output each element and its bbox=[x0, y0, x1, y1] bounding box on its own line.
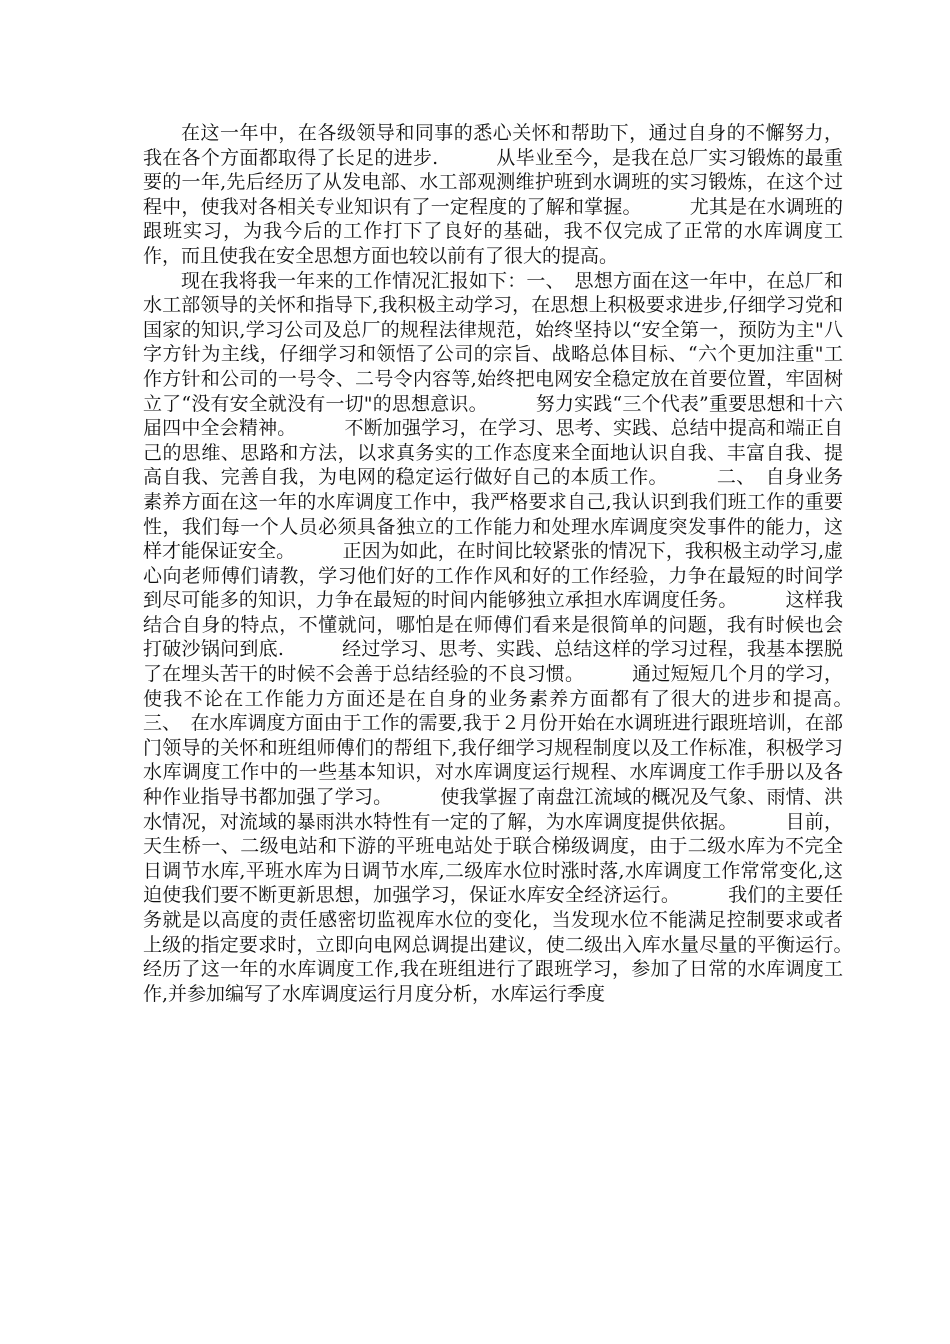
document-body bbox=[143, 121, 901, 1006]
paragraph-intro: 在这一年中，在各级领导和同事的悉心关怀和帮助下，通过自身的不懈努力，我在各个方面都取得了长足的进步. 从毕业至今，是我在总厂实习锻炼的最重要的一年,先后经历了从发电部、水工部观测维护班到水调班的实习锻炼，在这个过程中，使我对各相关专业知识有了一定程度的了解和掌握。 尤其是在水调班的跟班实习，为我今后的工作打下了良好的基础，我不仅完成了正常的水库调度工作，而且使我在安全思想方面也较以前有了很大的提高。 bbox=[143, 122, 843, 267]
paragraph-report: 现在我将我一年来的工作情况汇报如下：一、 思想方面在这一年中，在总厂和水工部领导的关怀和指导下,我积极主动学习，在思想上积极要求进步,仔细学习党和国家的知识,学习公司及总厂的规程法律规范，始终坚持以“安全第一，预防为主"八字方针为主线，仔细学习和领悟了公司的宗旨、战略总体目标、“六个更加注重"工作方针和公司的一号令、二号令内容等,始终把电网安全稳定放在首要位置，牢固树立了“没有安全就没有一切"的思想意识。 努力实践“三个代表”重要思想和十六届四中全会精神。 不断加强学习，在学习、思考、实践、总结中提高和端正自己的思维、思路和方法，以求真务实的工作态度来全面地认识自我、丰富自我、提高自我、完善自我，为电网的稳定运行做好自己的本质工作。 二、 自身业务素养方面在这一年的水库调度工作中，我严格要求自己,我认识到我们班工作的重要性，我们每一个人员必须具备独立的工作能力和处理水库调度突发事件的能力，这样才能保证安全。 正因为如此，在时间比较紧张的情况下，我积极主动学习,虚心向老师傅们请教，学习他们好的工作作风和好的工作经验，力争在最短的时间学到尽可能多的知识，力争在最短的时间内能够独立承担水库调度任务。 这样我结合自身的特点，不懂就问，哪怕是在师傅们看来是很简单的问题，我有时候也会打破沙锅问到底. 经过学习、思考、实践、总结这样的学习过程，我基本摆脱了在埋头苦干的时候不会善于总结经验的不良习惯。 通过短短几个月的学习，使我不论在工作能力方面还是在自身的业务素养方面都有了很大的进步和提高。 三、 在水库调度方面由于工作的需要,我于２月份开始在水调班进行跟班培训，在部门领导的关怀和班组师傅们的帮组下,我仔细学习规程制度以及工作标准，积极学习水库调度工作中的一些基本知识，对水库调度运行规程、水库调度工作手册以及各种作业指导书都加强了学习。 使我掌握了南盘江流域的概况及气象、雨情、洪水情况，对流域的暴雨洪水特性有一定的了解，为水库调度提供依据。 目前，天生桥一、二级电站和下游的平班电站处于联合梯级调度，由于二级水库为不完全日调节水库,平班水库为日调节水库,二级库水位时涨时落,水库调度工作常常变化,这迫使我们要不断更新思想，加强学习，保证水库安全经济运行。 我们的主要任务就是以高度的责任感密切监视库水位的变化，当发现水位不能满足控制要求或者上级的指定要求时，立即向电网总调提出建议，使二级出入库水量尽量的平衡运行。 经历了这一年的水库调度工作,我在班组进行了跟班学习，参加了日常的水库调度工作,并参加编写了水库调度运行月度分析，水库运行季度 bbox=[143, 269, 901, 1005]
